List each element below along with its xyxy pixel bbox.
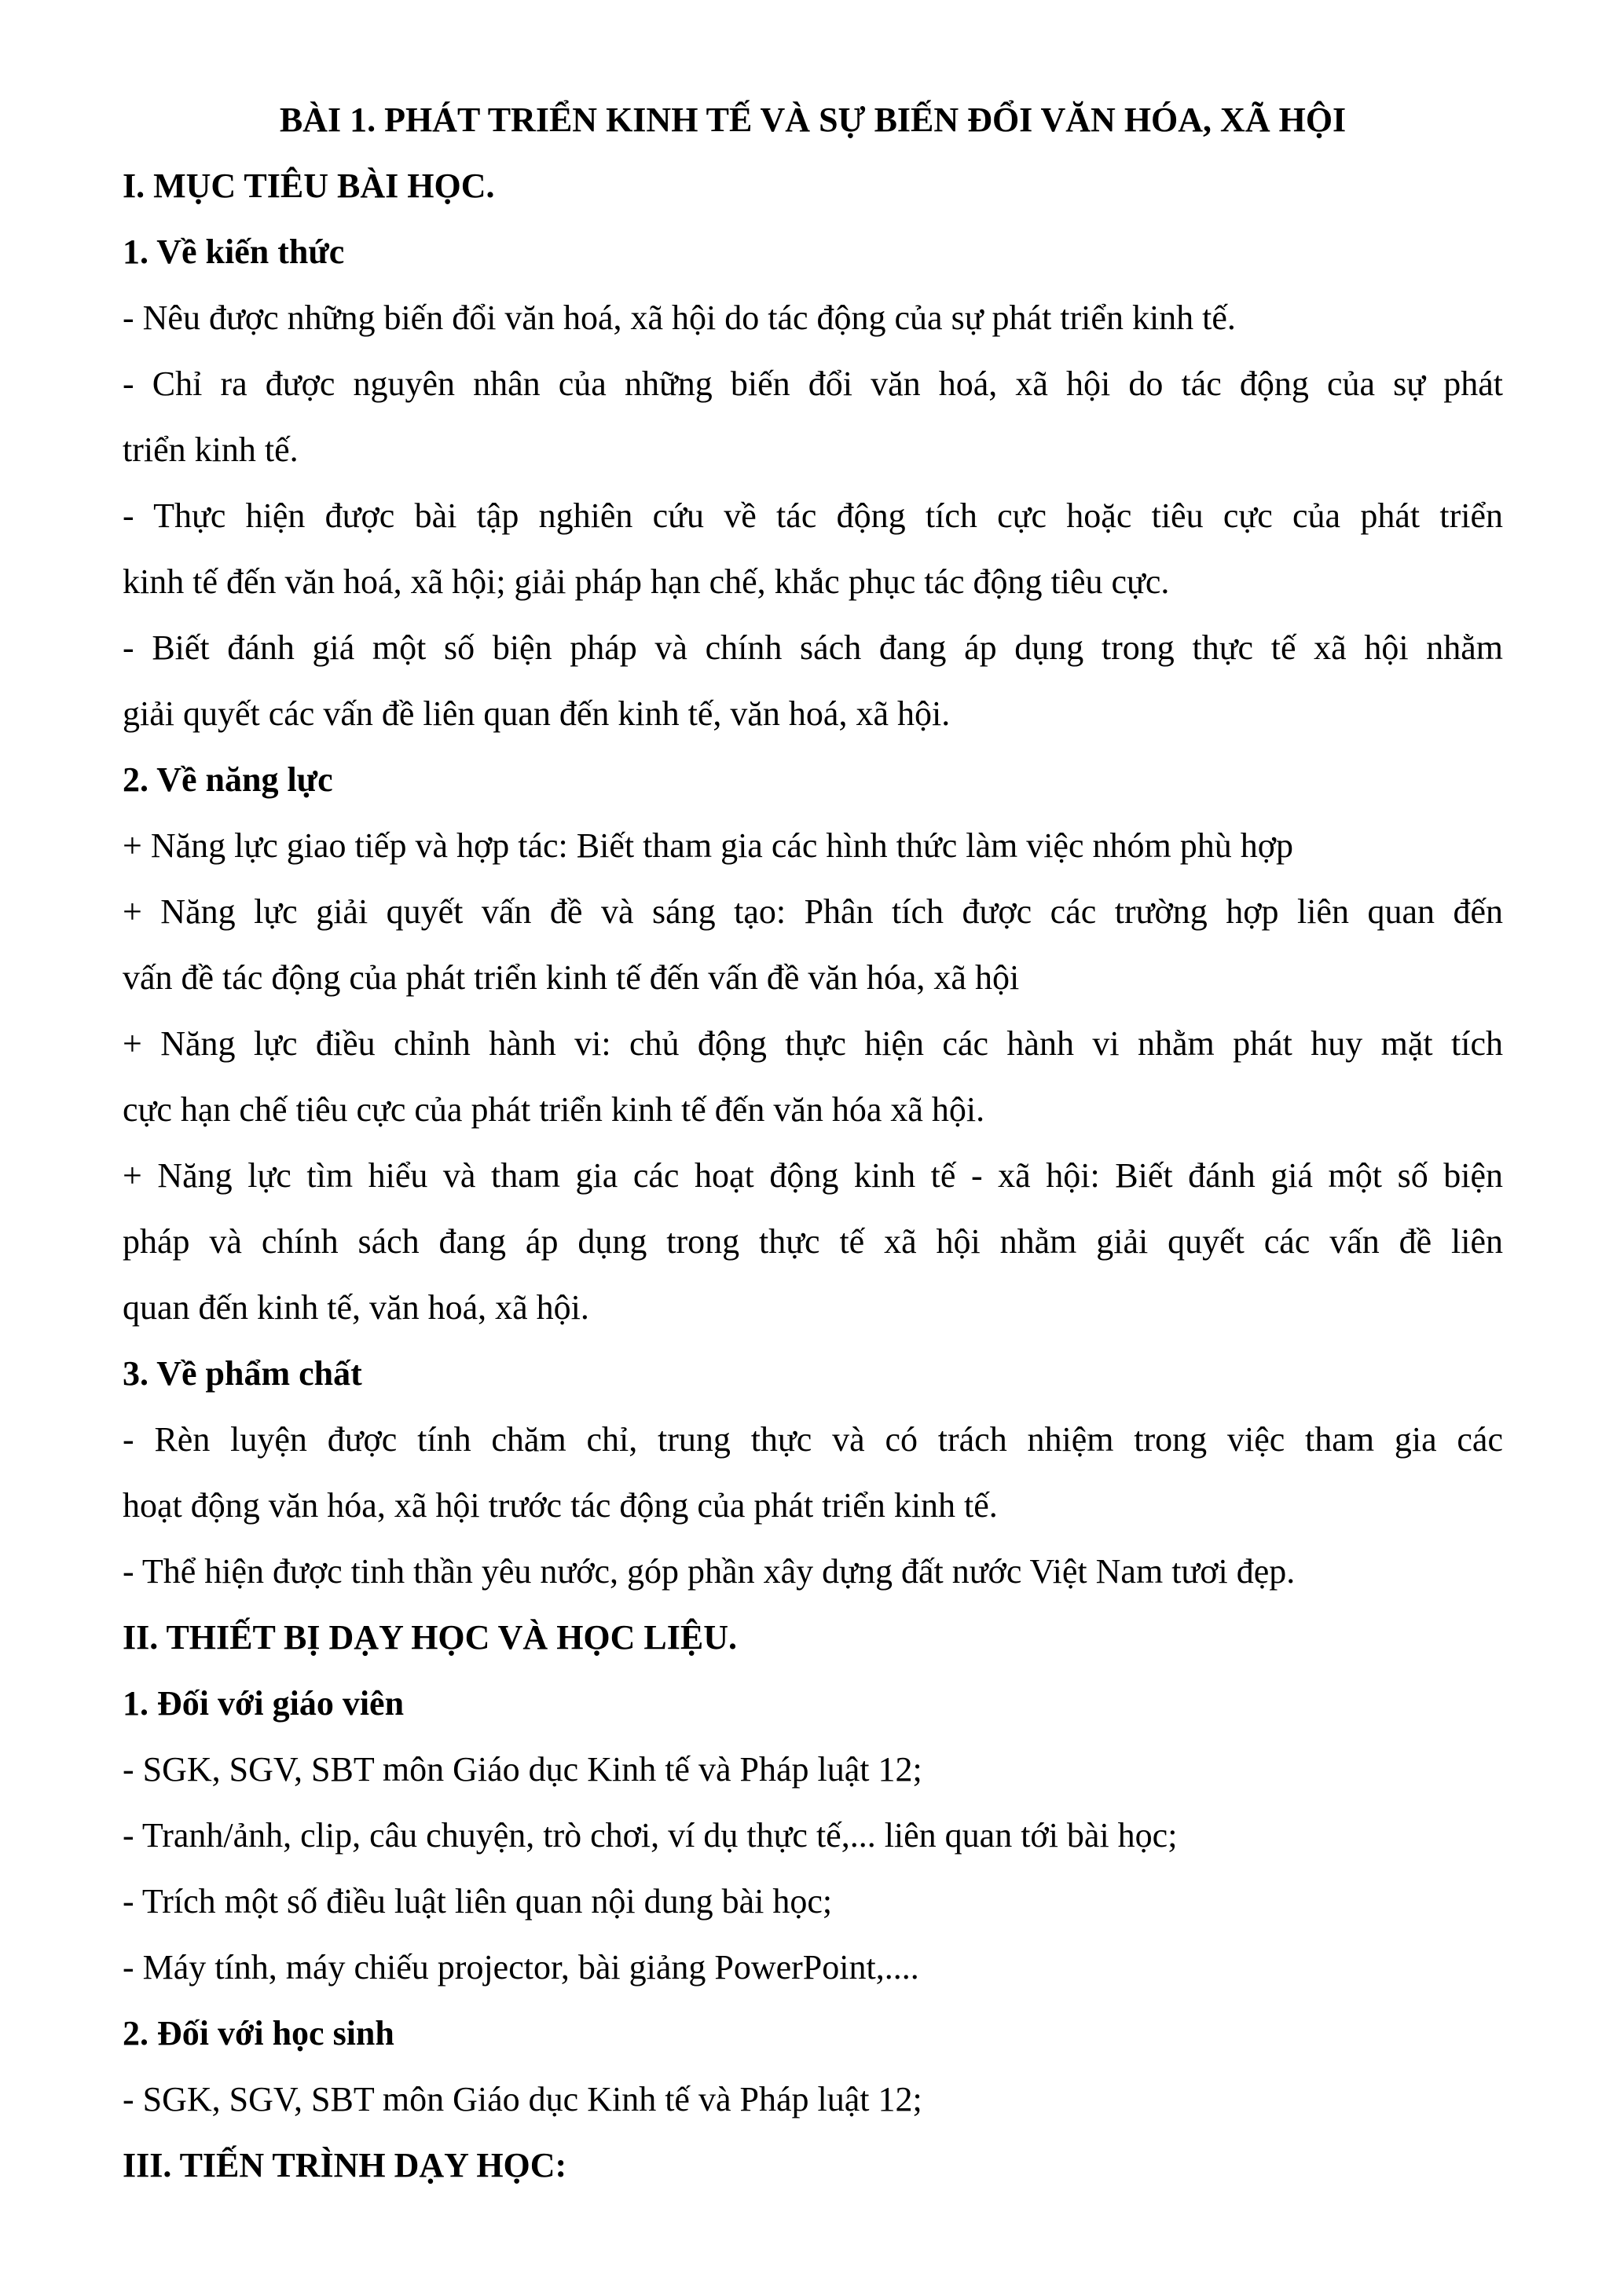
competence-line: + Năng lực giao tiếp và hợp tác: Biết tham gia các hình thức làm việc nhóm phù hợp	[123, 826, 1293, 865]
subheading-knowledge: 1. Về kiến thức	[123, 233, 345, 271]
quality-line: hoạt động văn hóa, xã hội trước tác động của phát triển kinh tế.	[123, 1486, 998, 1525]
knowledge-line: - Biết đánh giá một số biện pháp và chính sách đang áp dụng trong thực tế xã hội nhằm	[123, 628, 1503, 667]
quality-line: - Thể hiện được tinh thần yêu nước, góp phần xây dựng đất nước Việt Nam tươi đẹp.	[123, 1552, 1296, 1591]
teacher-line: - Tranh/ảnh, clip, câu chuyện, trò chơi, ví dụ thực tế,... liên quan tới bài học;	[123, 1816, 1178, 1855]
teacher-line: - Máy tính, máy chiếu projector, bài giảng PowerPoint,....	[123, 1948, 919, 1987]
subheading-quality: 3. Về phẩm chất	[123, 1354, 362, 1393]
knowledge-line: - Thực hiện được bài tập nghiên cứu về tác động tích cực hoặc tiêu cực của phát triển	[123, 496, 1503, 535]
lesson-title: BÀI 1. PHÁT TRIỂN KINH TẾ VÀ SỰ BIẾN ĐỔI VĂN HÓA, XÃ HỘI	[279, 101, 1347, 139]
competence-line: cực hạn chế tiêu cực của phát triển kinh tế đến văn hóa xã hội.	[123, 1090, 985, 1129]
subheading-teacher: 1. Đối với giáo viên	[123, 1684, 405, 1723]
competence-line: quan đến kinh tế, văn hoá, xã hội.	[123, 1288, 589, 1327]
subheading-competence: 2. Về năng lực	[123, 760, 333, 799]
quality-line: - Rèn luyện được tính chăm chỉ, trung thực và có trách nhiệm trong việc tham gia các	[123, 1420, 1503, 1459]
teacher-line: - Trích một số điều luật liên quan nội dung bài học;	[123, 1882, 833, 1921]
knowledge-line: - Chỉ ra được nguyên nhân của những biến đổi văn hoá, xã hội do tác động của sự phát	[123, 364, 1503, 403]
knowledge-line: - Nêu được những biến đổi văn hoá, xã hội do tác động của sự phát triển kinh tế.	[123, 298, 1236, 337]
knowledge-line: giải quyết các vấn đề liên quan đến kinh tế, văn hoá, xã hội.	[123, 694, 951, 733]
knowledge-line: triển kinh tế.	[123, 430, 299, 469]
knowledge-line: kinh tế đến văn hoá, xã hội; giải pháp hạn chế, khắc phục tác động tiêu cực.	[123, 562, 1170, 601]
competence-line: pháp và chính sách đang áp dụng trong thực tế xã hội nhằm giải quyết các vấn đề liên	[123, 1222, 1503, 1261]
competence-line: + Năng lực giải quyết vấn đề và sáng tạo: Phân tích được các trường hợp liên quan đến	[123, 892, 1503, 931]
subheading-student: 2. Đối với học sinh	[123, 2014, 394, 2052]
competence-line: + Năng lực tìm hiểu và tham gia các hoạt động kinh tế - xã hội: Biết đánh giá một số biện	[123, 1156, 1503, 1195]
section-heading-objectives: I. MỤC TIÊU BÀI HỌC.	[123, 167, 495, 205]
competence-line: vấn đề tác động của phát triển kinh tế đến vấn đề văn hóa, xã hội	[123, 958, 1020, 997]
section-heading-process: III. TIẾN TRÌNH DẠY HỌC:	[123, 2146, 567, 2184]
section-heading-equipment: II. THIẾT BỊ DẠY HỌC VÀ HỌC LIỆU.	[123, 1618, 738, 1657]
teacher-line: - SGK, SGV, SBT môn Giáo dục Kinh tế và Pháp luật 12;	[123, 1750, 922, 1789]
student-line: - SGK, SGV, SBT môn Giáo dục Kinh tế và Pháp luật 12;	[123, 2080, 922, 2118]
competence-line: + Năng lực điều chỉnh hành vi: chủ động thực hiện các hành vi nhằm phát huy mặt tích	[123, 1024, 1503, 1063]
